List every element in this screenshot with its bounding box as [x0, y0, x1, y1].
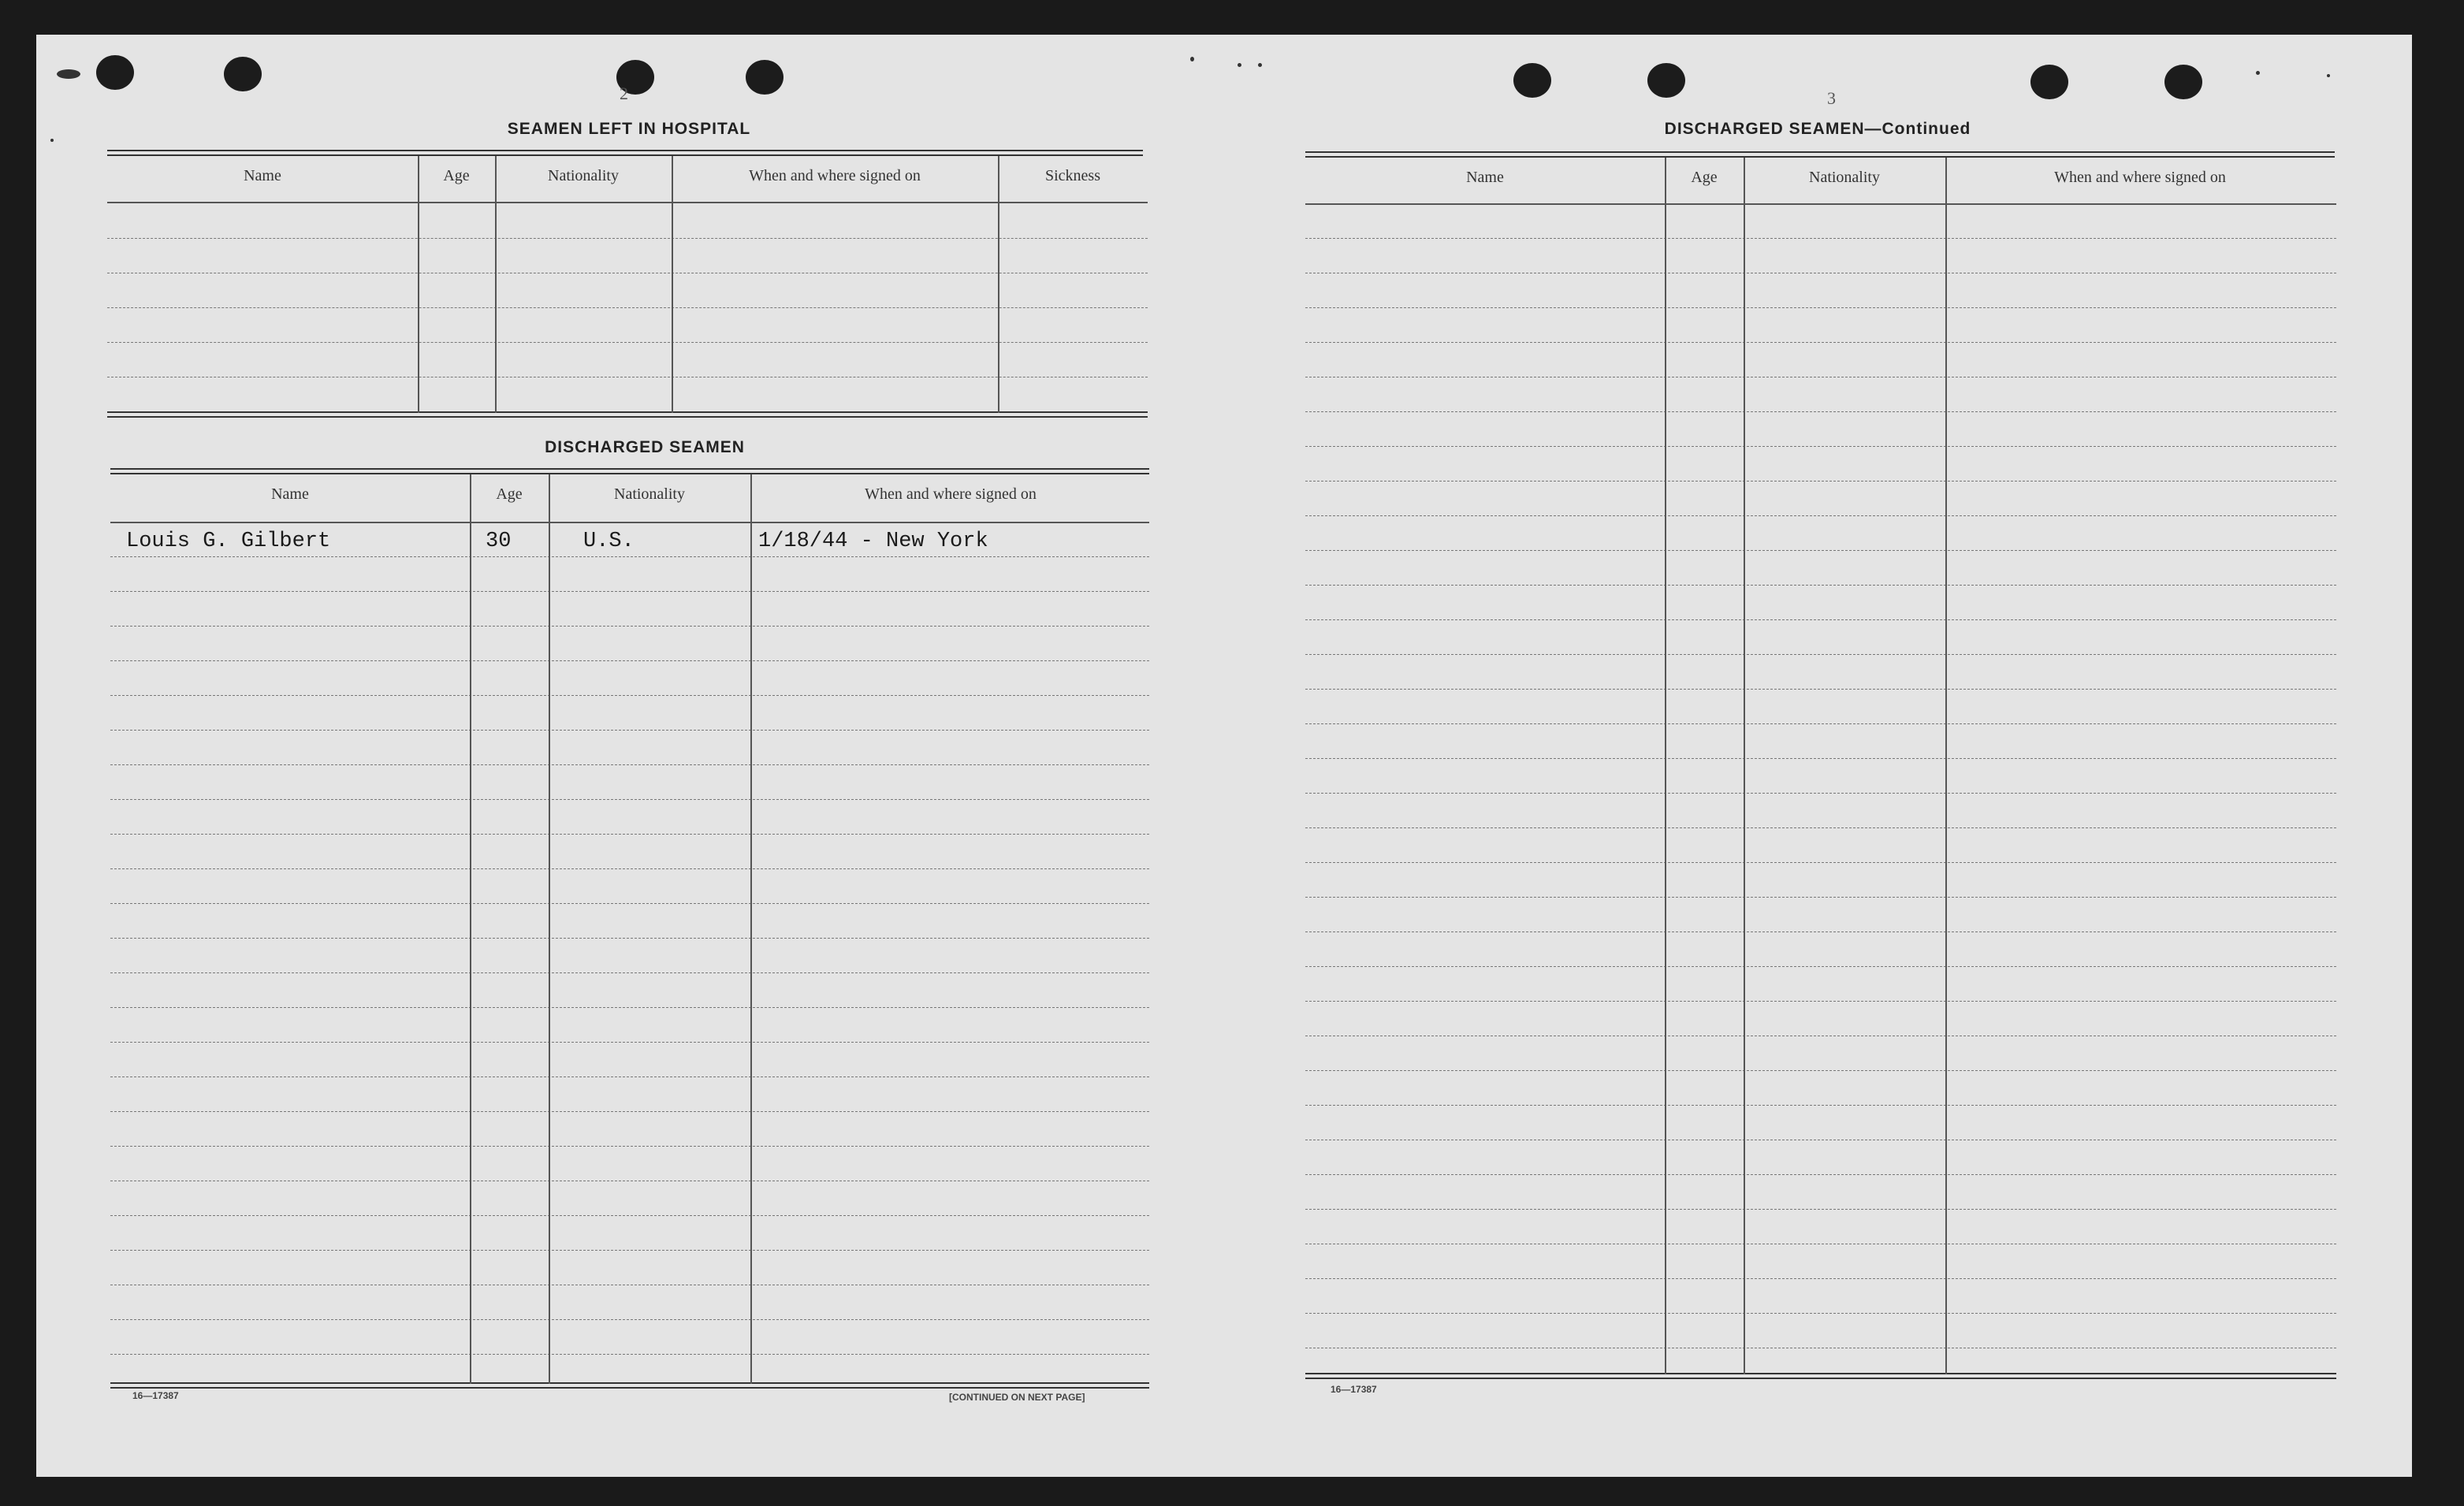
- header-rule: [107, 202, 1148, 203]
- punch-hole: [2030, 65, 2068, 99]
- table-bottom-border: [107, 411, 1148, 418]
- discharged-section-title: DISCHARGED SEAMEN: [545, 438, 745, 456]
- row-rule: [110, 1111, 1149, 1112]
- row-rule: [1305, 238, 2336, 239]
- column-divider: [998, 156, 999, 413]
- speck-mark: [2327, 74, 2330, 77]
- row-rule: [110, 799, 1149, 800]
- discharged-row-name: Louis G. Gilbert: [126, 530, 331, 553]
- header-rule: [1305, 203, 2336, 205]
- row-rule: [1305, 1001, 2336, 1002]
- row-rule: [110, 1319, 1149, 1320]
- discharged-header-name: Name: [271, 485, 309, 503]
- row-rule: [1305, 1209, 2336, 1210]
- header-rule: [110, 522, 1149, 523]
- row-rule: [110, 903, 1149, 904]
- punch-hole: [224, 57, 262, 91]
- right-form-number: 16—17387: [1331, 1384, 1377, 1395]
- row-rule: [107, 238, 1148, 239]
- speck-mark: [1258, 63, 1262, 67]
- hospital-header-signed-on: When and where signed on: [749, 167, 921, 184]
- row-rule: [1305, 1174, 2336, 1175]
- row-rule: [107, 342, 1148, 343]
- left-form-number: 16—17387: [132, 1390, 179, 1401]
- row-rule: [110, 1042, 1149, 1043]
- continued-note: [CONTINUED ON NEXT PAGE]: [949, 1392, 1085, 1403]
- punch-hole: [746, 60, 783, 95]
- row-rule: [1305, 758, 2336, 759]
- punch-hole: [96, 55, 134, 90]
- column-divider: [750, 474, 752, 1384]
- hospital-section-title: SEAMEN LEFT IN HOSPITAL: [507, 120, 751, 138]
- row-rule: [1305, 1278, 2336, 1279]
- discharged-header-nationality: Nationality: [614, 485, 685, 503]
- row-rule: [1305, 793, 2336, 794]
- discharged-header-signed-on: When and where signed on: [865, 485, 1037, 503]
- row-rule: [1305, 862, 2336, 863]
- speck-mark: [1190, 57, 1194, 61]
- right-section-title: DISCHARGED SEAMEN—Continued: [1664, 120, 1971, 138]
- punch-hole: [1647, 63, 1685, 98]
- row-rule: [1305, 1313, 2336, 1314]
- row-rule: [110, 591, 1149, 592]
- table-bottom-border: [1305, 1373, 2336, 1379]
- row-rule: [1305, 585, 2336, 586]
- column-divider: [418, 156, 419, 413]
- table-top-border: [107, 150, 1143, 156]
- row-rule: [110, 938, 1149, 939]
- row-rule: [110, 660, 1149, 661]
- row-rule: [1305, 689, 2336, 690]
- row-rule: [1305, 619, 2336, 620]
- discharged-row-age: 30: [486, 530, 512, 553]
- row-rule: [110, 626, 1149, 627]
- row-rule: [1305, 723, 2336, 724]
- discharged-row-signed-on: 1/18/44 - New York: [758, 530, 988, 553]
- column-divider: [1665, 158, 1666, 1374]
- right-header-signed-on: When and where signed on: [2054, 169, 2226, 186]
- row-rule: [110, 1007, 1149, 1008]
- row-rule: [107, 307, 1148, 308]
- row-rule: [110, 1250, 1149, 1251]
- row-rule: [1305, 897, 2336, 898]
- row-rule: [1305, 654, 2336, 655]
- row-rule: [110, 556, 1149, 557]
- hospital-header-sickness: Sickness: [1045, 167, 1100, 184]
- table-bottom-border: [110, 1382, 1149, 1389]
- column-divider: [1945, 158, 1947, 1374]
- row-rule: [1305, 966, 2336, 967]
- table-top-border: [1305, 151, 2335, 158]
- right-header-nationality: Nationality: [1809, 169, 1880, 186]
- row-rule: [1305, 515, 2336, 516]
- table-top-border: [110, 468, 1149, 474]
- speck-mark: [2256, 71, 2260, 75]
- column-divider: [495, 156, 497, 413]
- speck-mark: [50, 139, 54, 142]
- right-page-number: 3: [1827, 88, 1836, 108]
- right-header-age: Age: [1691, 169, 1718, 186]
- row-rule: [1305, 550, 2336, 551]
- row-rule: [110, 1146, 1149, 1147]
- row-rule: [1305, 827, 2336, 828]
- discharged-row-nationality: U.S.: [583, 530, 635, 553]
- column-divider: [672, 156, 673, 413]
- row-rule: [1305, 1070, 2336, 1071]
- discharged-header-age: Age: [496, 485, 523, 503]
- column-divider: [549, 474, 550, 1384]
- row-rule: [110, 972, 1149, 973]
- column-divider: [1744, 158, 1745, 1374]
- speck-mark: [57, 69, 80, 79]
- document-sheet: [36, 35, 2412, 1477]
- speck-mark: [1238, 63, 1241, 67]
- row-rule: [1305, 411, 2336, 412]
- row-rule: [1305, 931, 2336, 932]
- row-rule: [110, 834, 1149, 835]
- row-rule: [110, 1215, 1149, 1216]
- right-header-name: Name: [1466, 169, 1504, 186]
- punch-hole: [2164, 65, 2202, 99]
- row-rule: [1305, 481, 2336, 482]
- hospital-header-nationality: Nationality: [548, 167, 619, 184]
- row-rule: [110, 764, 1149, 765]
- left-page-number: 2: [620, 84, 628, 103]
- row-rule: [1305, 342, 2336, 343]
- hospital-header-age: Age: [443, 167, 470, 184]
- row-rule: [110, 868, 1149, 869]
- row-rule: [110, 730, 1149, 731]
- row-rule: [1305, 1105, 2336, 1106]
- row-rule: [1305, 307, 2336, 308]
- hospital-header-name: Name: [244, 167, 281, 184]
- row-rule: [110, 695, 1149, 696]
- row-rule: [110, 1354, 1149, 1355]
- row-rule: [1305, 446, 2336, 447]
- punch-hole: [1513, 63, 1551, 98]
- column-divider: [470, 474, 471, 1384]
